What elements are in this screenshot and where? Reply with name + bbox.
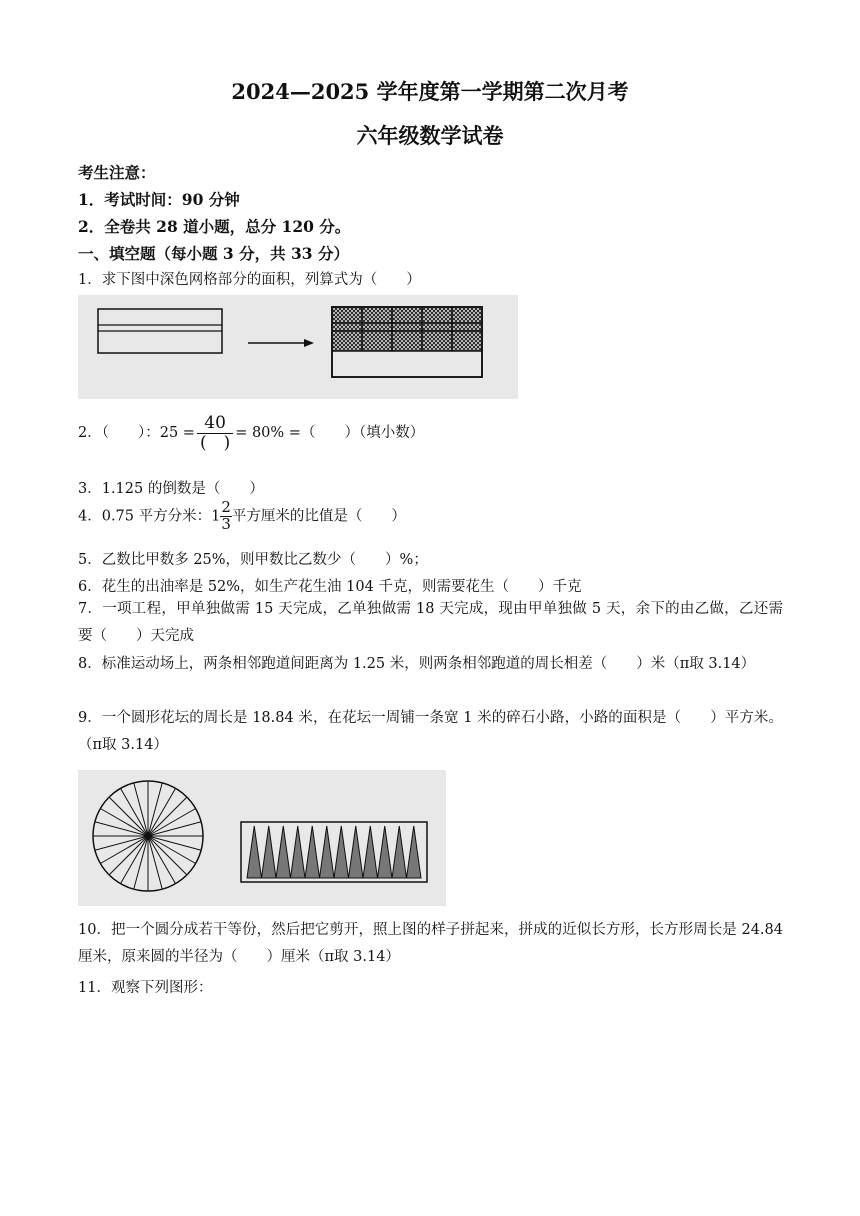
exam-title: 2024—2025 学年度第一学期第二次月考 xyxy=(231,79,629,104)
question-10: 10．把一个圆分成若干等份，然后把它剪开，照上图的样子拼起来，拼成的近似长方形，长方形周长是 24.84 厘米，原来圆的半径为（ ）厘米（π取 3.14） xyxy=(78,922,783,965)
circle-sector-line xyxy=(95,836,148,850)
sector-wedge xyxy=(305,826,320,878)
circle-sector-line xyxy=(134,836,148,889)
sector-wedge xyxy=(276,826,291,878)
section-heading: 一、填空题（每小题 3 分，共 33 分） xyxy=(78,244,349,263)
sector-wedge xyxy=(392,826,407,878)
sector-wedge xyxy=(334,826,349,878)
circle-sector-line xyxy=(148,822,201,836)
notes-item-1: 1．考试时间：90 分钟 xyxy=(78,190,240,209)
sector-wedge xyxy=(262,826,277,878)
question-4-suffix: 平方厘米的比值是（ ） xyxy=(231,508,406,525)
circle-sector-line xyxy=(148,783,162,836)
question-5: 5．乙数比甲数多 25%，则甲数比乙数少（ ）%； xyxy=(78,552,428,568)
exam-subtitle: 六年级数学试卷 xyxy=(356,123,504,148)
divided-circle xyxy=(93,781,203,891)
question-4-fraction xyxy=(220,500,232,533)
sector-wedge xyxy=(320,826,335,878)
sector-wedge xyxy=(349,826,364,878)
mixed-fraction-numerator: 2 xyxy=(221,498,231,516)
circle-sector-line xyxy=(148,836,201,850)
mixed-fraction-denominator: 3 xyxy=(221,514,231,533)
question-2-suffix: = 80% =（ ）（填小数） xyxy=(235,425,425,442)
question-8: 8．标准运动场上，两条相邻跑道间距离为 1.25 米，则两条相邻跑道的周长相差（ ）米（π取 3.14） xyxy=(78,656,756,672)
question-2-prefix: 2．（ ）：25 = xyxy=(78,425,195,442)
circle-rearrangement-diagram xyxy=(78,770,446,906)
notes-item-2: 2．全卷共 28 道小题，总分 120 分。 xyxy=(78,217,351,236)
notes-heading: 考生注意： xyxy=(78,163,156,182)
question-9: 9．一个圆形花坛的周长是 18.84 米，在花坛一周铺一条宽 1 米的碎石小路，小路的面积是（ ）平方米。（π取 3.14） xyxy=(78,710,783,753)
grid-diagram xyxy=(78,295,518,399)
question-4 xyxy=(78,500,406,533)
question-7: 7．一项工程，甲单独做需 15 天完成，乙单独做需 18 天完成，现由甲单独做 5 天，余下的由乙做，乙还需要（ ）天完成 xyxy=(78,601,783,644)
sector-wedge xyxy=(291,826,306,878)
sector-wedge xyxy=(247,826,262,878)
question-6: 6．花生的出油率是 52%，如生产花生油 104 千克，则需要花生（ ）千克 xyxy=(78,579,582,595)
question-2-fraction xyxy=(197,414,233,452)
circle-sector-line xyxy=(134,783,148,836)
circle-sector-line xyxy=(95,822,148,836)
circle-sector-line xyxy=(148,836,162,889)
question-3: 3．1.125 的倒数是（ ） xyxy=(78,481,264,497)
question-1: 1．求下图中深色网格部分的面积，列算式为（ ） xyxy=(78,272,421,288)
question-11: 11．观察下列图形： xyxy=(78,980,213,996)
question-4-prefix: 4．0.75 平方分米：1 xyxy=(78,508,221,525)
fraction-numerator: 40 xyxy=(197,414,233,434)
sector-wedge xyxy=(407,826,422,878)
approximate-rectangle xyxy=(241,822,427,882)
sector-wedge xyxy=(363,826,378,878)
question-2 xyxy=(78,414,424,452)
fraction-denominator: ( ) xyxy=(199,432,231,453)
grid-figure xyxy=(78,295,518,399)
sector-wedge xyxy=(378,826,393,878)
circle-figure xyxy=(78,770,446,906)
